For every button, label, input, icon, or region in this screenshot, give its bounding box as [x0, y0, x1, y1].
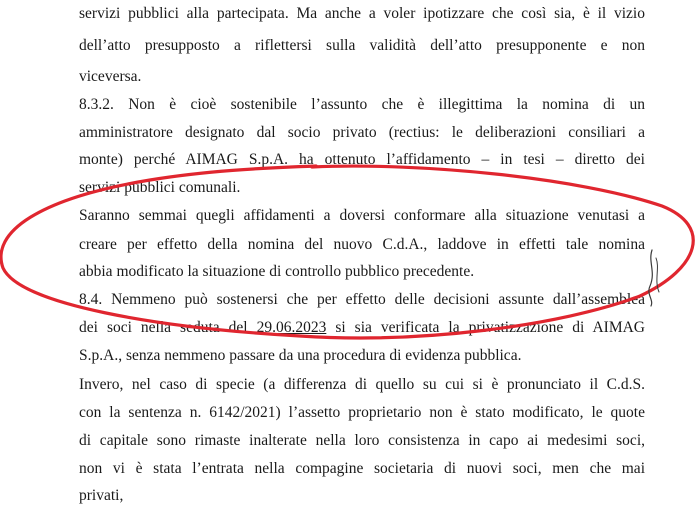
text-line-5: amministratore designato dal socio privato (rectius: le deliberazioni consiliari a	[79, 124, 645, 141]
ellipse-stroke	[1, 166, 693, 338]
date-underlined: 29.06.2023	[256, 319, 327, 336]
text-line-4: 8.3.2. Non è cioè sostenibile l’assunto che è illegittima la nomina di un	[79, 96, 645, 113]
text-line-9: creare per effetto della nomina del nuovo C.d.A., laddove in effetti tale nomina	[79, 236, 645, 253]
text-line-2: dell’atto presupposto a riflettersi sulla validità dell’atto presupponente e non	[79, 37, 645, 54]
text-line-16: di capitale sono rimaste inalterate nella loro consistenza in capo ai medesimi soci,	[79, 432, 645, 449]
text-line-1: servizi pubblici alla partecipata. Ma anche a voler ipotizzare che così sia, è il vizio	[79, 5, 645, 22]
text-line-12: dei soci nella seduta del 29.06.2023 si sia verificata la privatizzazione di AIMAG	[79, 319, 645, 336]
text-line-11: 8.4. Nemmeno può sostenersi che per effetto delle decisioni assunte dall’assemblea	[79, 291, 645, 308]
text-line-3: viceversa.	[79, 68, 142, 85]
text-line-7: servizi pubblici comunali.	[79, 179, 241, 196]
text-line-13: S.p.A., senza nemmeno passare da una procedura di evidenza pubblica.	[79, 347, 522, 364]
text-line-6: monte) perché AIMAG S.p.A. ha ottenuto l’affidamento – in tesi – diretto dei	[79, 151, 645, 168]
text-line-10: abbia modificato la situazione di controllo pubblico precedente.	[79, 263, 475, 280]
text-line-15: con la sentenza n. 6142/2021) l’assetto proprietario non è stato modificato, le quote	[79, 404, 645, 421]
text-line-17: non vi è stata l’entrata nella compagine societaria di nuovi soci, men che mai	[79, 460, 645, 477]
text-line-14: Invero, nel caso di specie (a differenza di quello su cui si è pronunciato il C.d.S.	[79, 376, 645, 393]
text-line-18: privati,	[79, 487, 124, 504]
text-line-8: Saranno semmai quegli affidamenti a doversi conformare alla situazione venutasi a	[79, 207, 645, 224]
margin-signature-mark	[649, 250, 652, 306]
